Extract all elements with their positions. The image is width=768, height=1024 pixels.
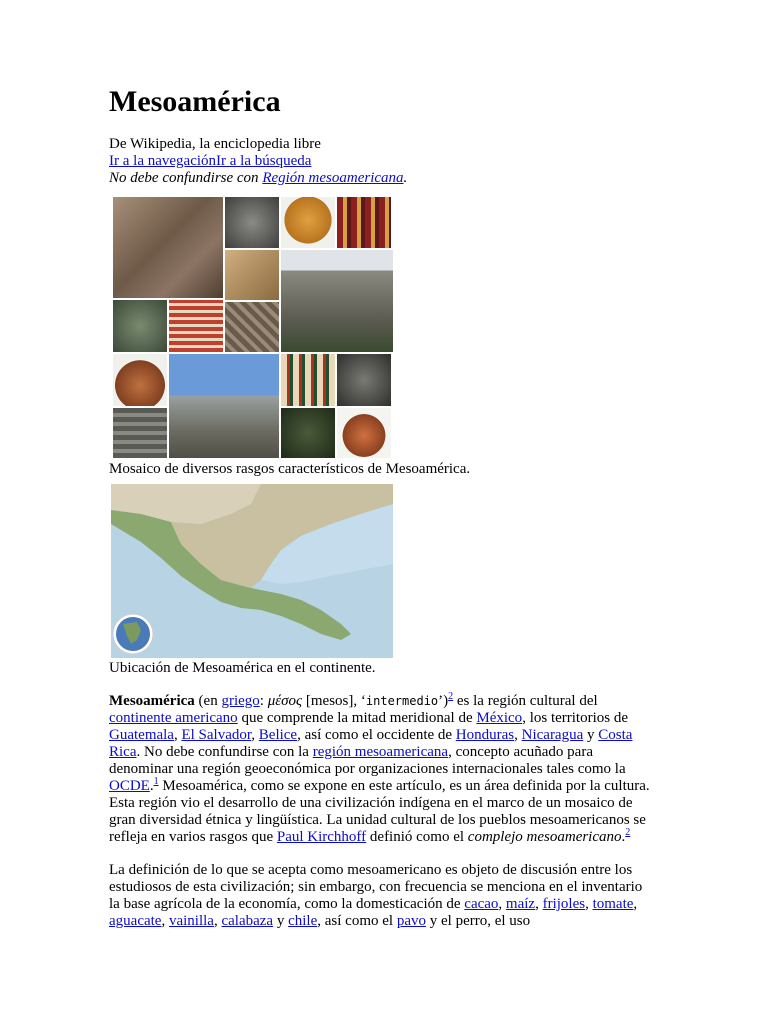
map-image[interactable] <box>111 484 393 658</box>
article <box>109 82 654 930</box>
body-paragraph: La definición de lo que se acepta como mesoamericano es objeto de discusión entre los estudiosos de esta civilización; sin embargo, con frecuencia se menciona en el inventario la base agrícola de la economía, como la domesticación de cacao, maíz, frijoles, tomate, aguacate, vainilla, calabaza y chile, así como el pavo y el perro, el uso <box>109 862 643 929</box>
mosaic-tile-ruins <box>113 408 167 458</box>
link-region-mesoamericana[interactable]: región mesoamericana <box>312 744 449 760</box>
mosaic-tile-olmec-head <box>281 408 335 458</box>
link-cacao[interactable]: cacao <box>464 896 499 912</box>
link-vainilla[interactable]: vainilla <box>168 913 214 929</box>
mosaic-caption: Mosaico de diversos rasgos característicos de Mesoamérica. <box>109 461 471 477</box>
mosaic-tile-temple <box>281 250 393 352</box>
link-paul-kirchhoff[interactable]: Paul Kirchhoff <box>276 829 367 845</box>
mosaic-tile-statue <box>113 197 223 298</box>
link-tomate[interactable]: tomate <box>592 896 634 912</box>
mosaic-tile-codex-figure <box>281 354 335 406</box>
link-continente-americano[interactable]: continente americano <box>109 710 238 726</box>
hatnote: No debe confundirse con Región mesoamericana. <box>109 170 408 186</box>
link-maiz[interactable]: maíz <box>505 896 536 912</box>
reference-link[interactable]: 2 <box>448 691 454 702</box>
mosaic-tile-clay-figures <box>337 408 391 458</box>
link-mexico[interactable]: México <box>476 710 523 726</box>
page-title: Mesoamérica <box>109 85 281 118</box>
link-costa-rica[interactable]: Costa Rica <box>109 727 633 760</box>
search-link[interactable]: Ir a la búsqueda <box>216 153 312 169</box>
mosaic-image[interactable] <box>113 197 395 459</box>
hatnote-link[interactable]: Región mesoamericana <box>262 170 404 186</box>
map-caption: Ubicación de Mesoamérica en el continente. <box>109 660 376 676</box>
mosaic-tile-dog-effigy <box>113 354 167 406</box>
link-aguacate[interactable]: aguacate <box>109 913 162 929</box>
link-calabaza[interactable]: calabaza <box>221 913 274 929</box>
link-ocde[interactable]: OCDE <box>109 778 150 794</box>
link-chile[interactable]: chile <box>288 913 318 929</box>
link-pavo[interactable]: pavo <box>396 913 426 929</box>
subtitle: De Wikipedia, la enciclopedia libre <box>109 136 321 152</box>
map-svg <box>111 484 393 658</box>
mosaic-tile-stone-idol <box>337 354 391 406</box>
mosaic-tile-codex <box>169 300 223 352</box>
link-frijoles[interactable]: frijoles <box>542 896 586 912</box>
link-honduras[interactable]: Honduras <box>455 727 515 743</box>
link-el-salvador[interactable]: El Salvador <box>181 727 252 743</box>
link-belice[interactable]: Belice <box>258 727 298 743</box>
mosaic-tile-mask <box>225 250 279 300</box>
nav-link[interactable]: Ir a la navegación <box>109 153 217 169</box>
link-guatemala[interactable]: Guatemala <box>109 727 174 743</box>
mosaic-tile-jade-head <box>113 300 167 352</box>
mosaic-tile-pyramid <box>169 354 279 458</box>
link-nicaragua[interactable]: Nicaragua <box>521 727 584 743</box>
mosaic-tile-gold-figure <box>281 197 335 248</box>
link-griego[interactable]: griego <box>221 693 260 709</box>
mosaic-tile-stone-face <box>225 197 279 248</box>
lead-paragraph: Mesoamérica (en griego: μέσος [mesos], ‘intermedio’)$^2$ es la región cultural del continente americano que comprende la mitad meridional de México, los territorios de Guatemala, El Salvador, Belice, así como el occidente de Honduras, Nicaragua y Costa Rica. No debe confundirse con la región mesoamericana, concepto acuñado para denominar una región geoeconómica por organizaciones internacionales tales como la OCDE.$^1$ Mesoamérica, como se expone en este artículo, es un área definida por la cultura. Esta región vio el desarrollo de una civilización indígena en el marco de un mosaico de gran diversidad étnica y lingüística. La unidad cultural de los pueblos mesoamericanos se refleja en varios rasgos que Paul Kirchhoff definió como el complejo mesoamericano.$^2$ <box>109 691 650 845</box>
jump-links <box>109 153 654 170</box>
mosaic-tile-corn <box>337 197 391 248</box>
mosaic-tile-carved-face <box>225 302 279 352</box>
reference-link[interactable]: 2 <box>625 827 631 838</box>
reference-link[interactable]: 1 <box>153 776 159 787</box>
